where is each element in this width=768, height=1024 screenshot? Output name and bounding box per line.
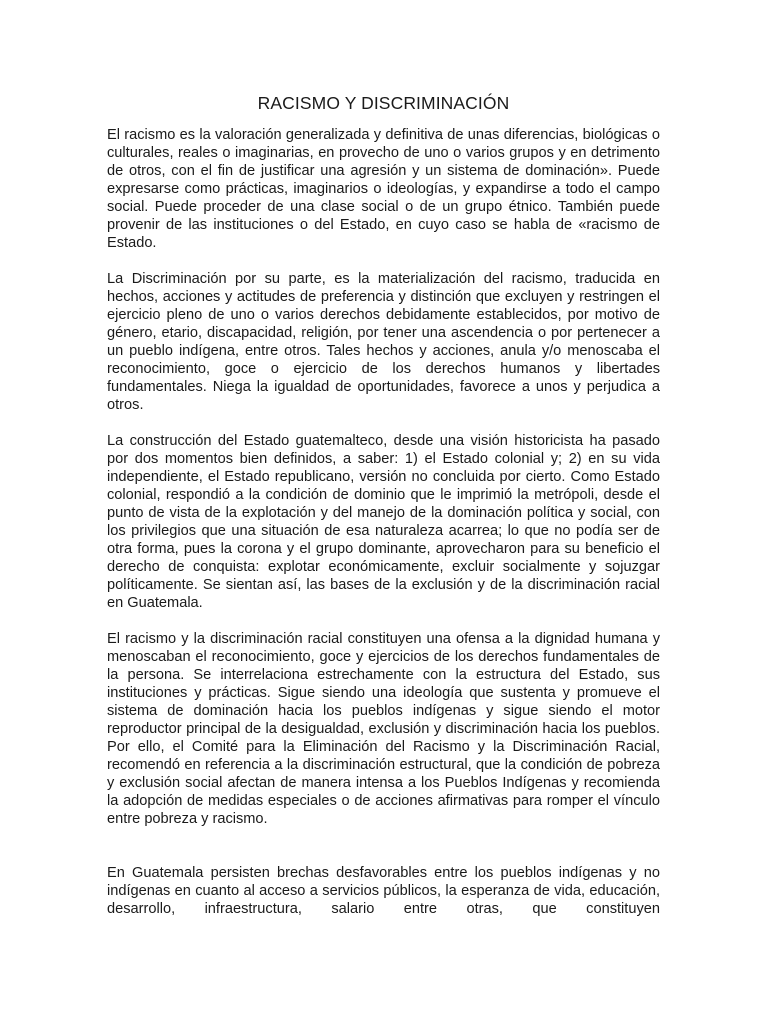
paragraph-discriminacion: La Discriminación por su parte, es la materialización del racismo, traducida en hechos, acciones y actitudes de preferencia y distinción que excluyen y restringen el ejercicio pleno de uno o varios derechos debidamente establecidos, por motivo de género, etario, discapacidad, religión, por tener una ascendencia o por pertenecer a un pueblo indígena, entre otros. Tales hechos y acciones, anula y/o menoscaba el reconocimiento, goce o ejercicio de los derechos humanos y libertades fundamentales. Niega la igualdad de oportunidades, favorece a unos y perjudica a otros. [107, 271, 660, 413]
paragraph-dignidad-humana: El racismo y la discriminación racial constituyen una ofensa a la dignidad humana y menoscaban el reconocimiento, goce y ejercicios de los derechos fundamentales de la persona. Se interrelaciona estrechamente con la estructura del Estado, sus instituciones y prácticas. Sigue siendo una ideología que sustenta y promueve el sistema de dominación hacia los pueblos indígenas y sigue siendo el motor reproductor principal de la desigualdad, exclusión y discriminación hacia los pueblos. Por ello, el Comité para la Eliminación del Racismo y la Discriminación Racial, recomendó en referencia a la discriminación estructural, que la condición de pobreza y exclusión social afectan de manera intensa a los Pueblos Indígenas y recomienda la adopción de medidas especiales o de acciones afirmativas para romper el vínculo entre pobreza y racismo. [107, 631, 660, 827]
paragraph-racismo: El racismo es la valoración generalizada y definitiva de unas diferencias, biológicas o culturales, reales o imaginarias, en provecho de uno o varios grupos y en detrimento de otros, con el fin de justificar una agresión y un sistema de dominación». Puede expresarse como prácticas, imaginarios o ideologías, y expandirse a todo el campo social. Puede proceder de una clase social o de un grupo étnico. También puede provenir de las instituciones o del Estado, en cuyo caso se habla de «racismo de Estado. [107, 127, 660, 251]
paragraph-estado-guatemalteco: La construcción del Estado guatemalteco, desde una visión historicista ha pasado por dos momentos bien definidos, a saber: 1) el Estado colonial y; 2) en su vida independiente, el Estado republicano, versión no concluida por cierto. Como Estado colonial, respondió a la condición de dominio que le imprimió la metrópoli, desde el punto de vista de la explotación y del manejo de la dominación política y social, con los privilegios que una situación de esa naturaleza acarrea; lo que no podía ser de otra forma, pues la corona y el grupo dominante, aprovecharon para su beneficio el derecho de conquista: explotar económicamente, excluir socialmente y sojuzgar políticamente. Se sientan así, las bases de la exclusión y de la discriminación racial en Guatemala. [107, 433, 660, 611]
paragraph-brechas: En Guatemala persisten brechas desfavorables entre los pueblos indígenas y no indígenas en cuanto al acceso a servicios públicos, la esperanza de vida, educación, desarrollo, infraestructura, salario entre otras, que constituyen [107, 865, 660, 917]
document-page [107, 92, 660, 936]
document-title: RACISMO Y DISCRIMINACIÓN [257, 93, 510, 113]
